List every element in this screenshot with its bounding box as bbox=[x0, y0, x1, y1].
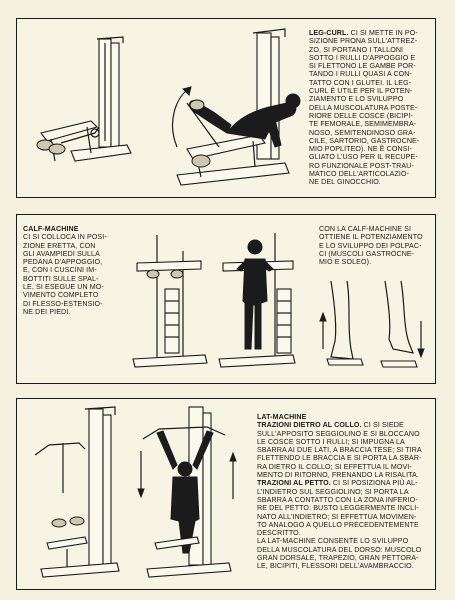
calf-line-9: NE DEI PIEDI. bbox=[23, 307, 71, 316]
legcurl-line-12: NOSO, SEMITENDINOSO GRA- bbox=[309, 128, 416, 137]
legcurl-machine-illustration bbox=[31, 33, 141, 183]
legcurl-line-4: SI FLETTONO LE GAMBE POR- bbox=[309, 62, 416, 71]
calf-panel bbox=[16, 214, 436, 384]
lat-sub2-line-8: DELLA MUSCOLATURA DEL DORSO: MUSCOLO bbox=[257, 545, 422, 554]
lat-sub2-line-10: LE, BICIPITI, FLESSORI DELL'AVAMBRACCIO. bbox=[257, 562, 414, 571]
legcurl-line-8: ZIAMENTO E LO SVILUPPO bbox=[309, 95, 404, 104]
calf-line-6: LE, SI ESEGUE UN MO- bbox=[23, 283, 104, 292]
legcurl-line-13: CILE, SARTORIO, GASTROCNE- bbox=[309, 136, 420, 145]
lat-sub2: TRAZIONI AL PETTO. bbox=[257, 479, 331, 488]
legcurl-line-0: CI SI METTE IN PO- bbox=[350, 29, 418, 37]
legcurl-line-3: SOTTO I RULLI D'APPOGGIO E bbox=[309, 53, 416, 62]
legcurl-line-5: TANDO I RULLI QUASI A CON- bbox=[309, 70, 412, 79]
calf-text bbox=[23, 225, 127, 316]
lat-sub1: TRAZIONI DIETRO AL COLLO. bbox=[257, 421, 362, 430]
calf-right-text bbox=[319, 225, 431, 266]
calf-line-0: CI SI COLLOCA IN POSI- bbox=[23, 233, 107, 242]
calf-line-8: DI FLESSO-ESTENSIO- bbox=[23, 299, 103, 308]
calf-machine-illustration bbox=[129, 229, 209, 374]
lat-panel bbox=[16, 398, 436, 590]
legcurl-text bbox=[309, 29, 429, 187]
legcurl-line-17: MATICO DELL'ARTICOLAZIO- bbox=[309, 170, 410, 179]
lat-sub2-line-2: SBARRA A CONTATTO CON LA ZONA INFERIO- bbox=[257, 495, 418, 504]
lat-sub1-line-0: CI SI SIEDE bbox=[363, 421, 404, 430]
legcurl-line-6: TATTO CON I GLUTEI. IL LEG- bbox=[309, 78, 412, 87]
lat-sub1-line-3: SBARRA AI DUE LATI, A BRACCIA TESE; SI TIRA bbox=[257, 446, 422, 455]
calf-line-5: BOTTITI SULLE SPAL- bbox=[23, 274, 99, 283]
legcurl-line-1: SIZIONE PRONA SULL'ATTREZ- bbox=[309, 37, 418, 46]
calf-right-line-1: OTTIENE IL POTENZIAMENTO bbox=[319, 233, 423, 242]
lat-sub2-line-3: RE DEL PETTO. BUSTO LEGGERMENTE INCLI- bbox=[257, 504, 419, 513]
lat-machine-illustration bbox=[29, 403, 129, 583]
legcurl-line-18: NE DEL GINOCCHIO. bbox=[309, 178, 381, 187]
legcurl-line-7: CURL È UTILE PER IL POTEN- bbox=[309, 87, 413, 96]
calf-line-1: ZIONE ERETTA, CON bbox=[23, 241, 96, 250]
lat-sub2-line-0: CI SI POSIZIONA PIÙ AL- bbox=[332, 479, 418, 488]
lat-sub1-line-1: SULL'APPOSITO SEGGIOLINO E SI BLOCCANO bbox=[257, 429, 420, 438]
calf-line-7: VIMENTO COMPLETO bbox=[23, 291, 99, 300]
lat-sub1-line-5: RA DIETRO IL COLLO; SI EFFETTUA IL MOVI- bbox=[257, 462, 412, 471]
legcurl-line-11: TE FEMORALE, SEMIMEMBRA- bbox=[309, 120, 417, 129]
lat-sub2-line-1: L'INDIETRO SUL SEGGIOLINO; SI PORTA LA bbox=[257, 487, 409, 496]
lat-sub1-line-6: MENTO DI RITORNO, FRENANDO LA RISALITA. bbox=[257, 471, 419, 480]
lat-sub2-line-4: NATO ALL'INDIETRO; SI EFFETTUA MOVIMEN- bbox=[257, 512, 417, 521]
calf-user-illustration bbox=[215, 229, 297, 374]
calf-right-line-0: CON LA CALF-MACHINE SI bbox=[319, 225, 412, 233]
legcurl-line-16: RO FUNZIONALE POST-TRAU- bbox=[309, 161, 414, 170]
lat-sub1-line-2: LE COSCE SOTTO I RULLI; SI IMPUGNA LA bbox=[257, 437, 405, 446]
calf-line-4: E, CON I CUSCINI IM- bbox=[23, 266, 97, 275]
lat-sub2-line-9: GRAN DORSALE, TRAPEZIO, GRAN PETTORA- bbox=[257, 554, 419, 563]
lat-user-illustration bbox=[133, 403, 241, 585]
lat-sub1-line-4: FLETTENDO LE BRACCIA E SI PORTA LA SBAR- bbox=[257, 454, 422, 463]
lat-sub2-line-7: LA LAT-MACHINE CONSENTE LO SVILUPPO bbox=[257, 537, 409, 546]
legcurl-line-2: ZO, SI PORTANO I TALLONI bbox=[309, 45, 404, 54]
legcurl-panel bbox=[16, 18, 436, 198]
legcurl-user-illustration bbox=[157, 27, 307, 192]
calf-feet-illustration bbox=[317, 277, 429, 377]
lat-sub2-line-6: DESCRITTO. bbox=[257, 529, 301, 538]
calf-title: CALF-MACHINE bbox=[23, 225, 79, 233]
lat-text bbox=[257, 413, 431, 571]
calf-line-3: PEDANA D'APPOGGIO, bbox=[23, 258, 103, 267]
lat-title: LAT-MACHINE bbox=[257, 413, 307, 421]
calf-right-line-2: E LO SVILUPPO DEI POLPAC- bbox=[319, 241, 422, 250]
legcurl-line-15: GLIATO L'USO PER IL RECUPE- bbox=[309, 153, 418, 162]
legcurl-title: LEG-CURL. bbox=[309, 29, 349, 37]
calf-right-line-3: CI (MUSCOLI GASTROCNE- bbox=[319, 249, 415, 258]
calf-line-2: GLI AVAMPIEDI SULLA bbox=[23, 249, 100, 258]
legcurl-line-9: DELLA MUSCOLATURA POSTE- bbox=[309, 103, 418, 112]
legcurl-line-14: MIO POPLITEO). NE È CONSI- bbox=[309, 145, 413, 154]
lat-sub2-line-5: TO ANALOGO A QUELLO PRECEDENTEMENTE bbox=[257, 520, 419, 529]
legcurl-line-10: RIORE DELLE COSCE (BICIPI- bbox=[309, 111, 413, 120]
calf-right-line-4: MIO E SOLEO). bbox=[319, 258, 372, 267]
